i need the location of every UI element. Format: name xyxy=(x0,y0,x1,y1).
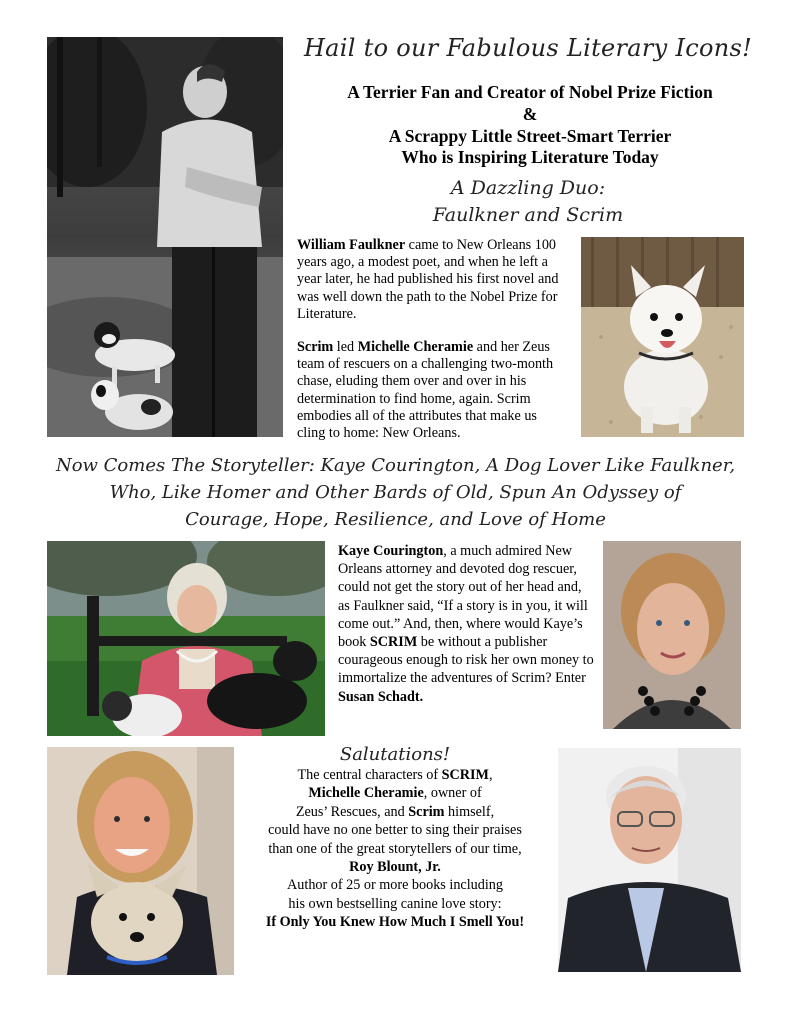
headline-line-2: A Scrappy Little Street-Smart Terrier xyxy=(388,126,672,146)
michelle-cheramie-photo xyxy=(47,747,234,975)
salutations-line-1: The central characters of SCRIM, xyxy=(297,767,493,783)
scrim-dog-photo xyxy=(581,237,744,437)
salutations-line-8: his own bestselling canine love story: xyxy=(288,895,502,912)
michelle-name: Michelle Cheramie xyxy=(357,339,474,355)
kaye-text-2: be without a publisher courageous enough to risk her own money to immortalize the adventures of Scrim? Enter xyxy=(338,634,594,687)
salutations-text xyxy=(238,766,552,932)
duo-heading-line-1: A Dazzling Duo: xyxy=(450,177,606,199)
headline-ampersand: & xyxy=(522,104,538,124)
scrim-name: Scrim xyxy=(297,339,334,355)
scrim-text-2: and her Zeus team of rescuers on a challenging two-month chase, eluding them over and over in his determination to find home, again. Scrim embodies all of the attributes that make us cling to home: New Orleans. xyxy=(297,339,554,442)
roy-blount-photo xyxy=(558,748,741,972)
duo-heading-line-2: Faulkner and Scrim xyxy=(432,204,624,226)
kaye-text-1: , a much admired New Orleans attorney and devoted dog rescuer, could not get the story out of her head and, as Faulkner said, “If a story is in you, it will come out.” And, then, where would Kaye’s book xyxy=(338,543,588,651)
scrim-text-1: led xyxy=(333,339,358,355)
storyteller-heading-line-2: Who, Like Homer and Other Bards of Old, Spun An Odyssey of xyxy=(109,482,682,503)
salutations-line-7: Author of 25 or more books including xyxy=(287,877,503,894)
roy-blount-book-title: If Only You Knew How Much I Smell You! xyxy=(265,914,525,931)
roy-blount-name: Roy Blount, Jr. xyxy=(349,859,441,876)
salutations-line-5: than one of the great storytellers of our time, xyxy=(268,840,522,857)
page-title: Hail to our Fabulous Literary Icons! xyxy=(303,34,753,62)
headline-line-3: Who is Inspiring Literature Today xyxy=(401,147,659,167)
book-title-scrim: SCRIM xyxy=(369,634,418,651)
kaye-name: Kaye Courington xyxy=(338,543,444,559)
kaye-paragraph xyxy=(338,542,596,706)
storyteller-heading-line-3: Courage, Hope, Resilience, and Love of Home xyxy=(185,509,606,530)
kaye-courington-photo xyxy=(47,541,325,736)
scrim-paragraph xyxy=(297,339,565,442)
susan-schadt-name: Susan Schadt. xyxy=(338,688,424,705)
storyteller-heading-line-1: Now Comes The Storyteller: Kaye Courington, A Dog Lover Like Faulkner, xyxy=(55,455,736,476)
faulkner-name: William Faulkner xyxy=(297,237,406,253)
headline-line-1: A Terrier Fan and Creator of Nobel Prize Fiction xyxy=(347,82,713,102)
salutations-line-3: Zeus’ Rescues, and Scrim himself, xyxy=(295,803,495,820)
faulkner-paragraph xyxy=(297,237,565,323)
faulkner-text: came to New Orleans 100 years ago, a modest poet, and when he left a year later, he had published his first novel and was well down the path to the Nobel Prize for Literature. xyxy=(297,237,559,322)
susan-schadt-photo xyxy=(603,541,741,729)
faulkner-photo xyxy=(47,37,283,437)
salutations-line-4: could have no one better to sing their praises xyxy=(268,822,522,839)
salutations-line-2: Michelle Cheramie, owner of xyxy=(308,785,482,802)
salutations-heading: Salutations! xyxy=(339,744,451,765)
